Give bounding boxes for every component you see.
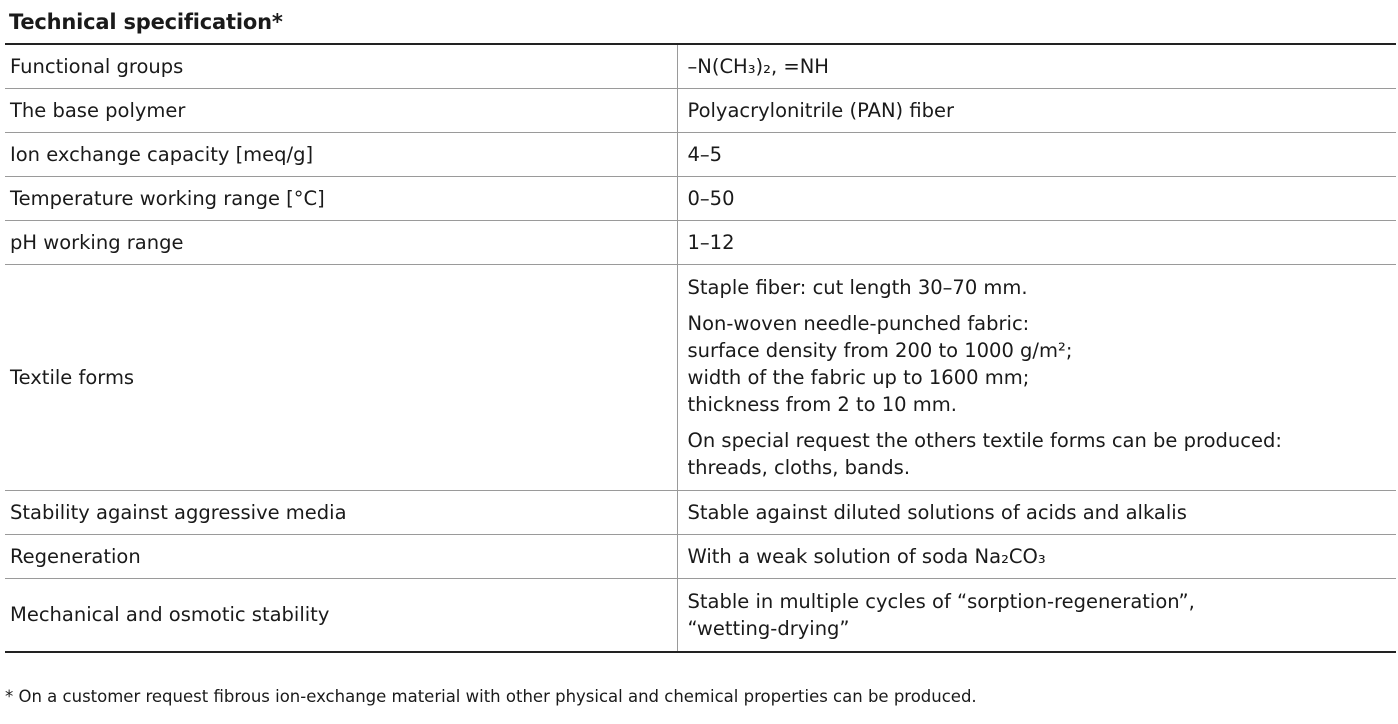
table-row xyxy=(5,490,1396,534)
spec-table xyxy=(5,43,1396,653)
text-line: On special request the others textile forms can be produced: xyxy=(687,428,1282,452)
value-cell: Polyacrylonitrile (PAN) fiber xyxy=(677,88,1396,132)
table-row xyxy=(5,578,1396,652)
text-line: surface density from 200 to 1000 g/m²; xyxy=(687,338,1073,362)
text-line: Staple fiber: cut length 30–70 mm. xyxy=(687,275,1028,299)
text-line: Non-woven needle-punched fabric: xyxy=(687,311,1030,335)
value-cell: –N(CH₃)₂, =NH xyxy=(677,44,1396,88)
param-cell: Mechanical and osmotic stability xyxy=(5,578,677,652)
param-cell: The base polymer xyxy=(5,88,677,132)
textile-form-paragraph xyxy=(688,274,1392,301)
value-cell: 0–50 xyxy=(677,176,1396,220)
table-row xyxy=(5,44,1396,88)
param-cell: pH working range xyxy=(5,220,677,264)
value-cell xyxy=(677,578,1396,652)
param-cell: Regeneration xyxy=(5,534,677,578)
param-cell: Temperature working range [°C] xyxy=(5,176,677,220)
table-row xyxy=(5,220,1396,264)
table-row xyxy=(5,534,1396,578)
table-row xyxy=(5,132,1396,176)
page-title: Technical specification* xyxy=(9,10,283,34)
value-cell: Stable against diluted solutions of acids and alkalis xyxy=(677,490,1396,534)
value-cell: 4–5 xyxy=(677,132,1396,176)
param-cell: Textile forms xyxy=(5,264,677,490)
text-line: width of the fabric up to 1600 mm; xyxy=(687,365,1030,389)
textile-form-paragraph xyxy=(688,427,1392,481)
text-line: thickness from 2 to 10 mm. xyxy=(687,392,957,416)
value-cell: 1–12 xyxy=(677,220,1396,264)
table-row xyxy=(5,264,1396,490)
text-line: Stable in multiple cycles of “sorption-regeneration”, xyxy=(687,589,1195,613)
table-row xyxy=(5,88,1396,132)
table-row xyxy=(5,176,1396,220)
text-line: threads, cloths, bands. xyxy=(687,455,911,479)
value-cell xyxy=(677,264,1396,490)
text-line: “wetting-drying” xyxy=(687,616,850,640)
param-cell: Stability against aggressive media xyxy=(5,490,677,534)
param-cell: Functional groups xyxy=(5,44,677,88)
textile-form-paragraph xyxy=(688,310,1392,418)
footnote: * On a customer request fibrous ion-exchange material with other physical and chemical properties can be produced. xyxy=(5,687,977,706)
param-cell: Ion exchange capacity [meq/g] xyxy=(5,132,677,176)
value-cell: With a weak solution of soda Na₂CO₃ xyxy=(677,534,1396,578)
